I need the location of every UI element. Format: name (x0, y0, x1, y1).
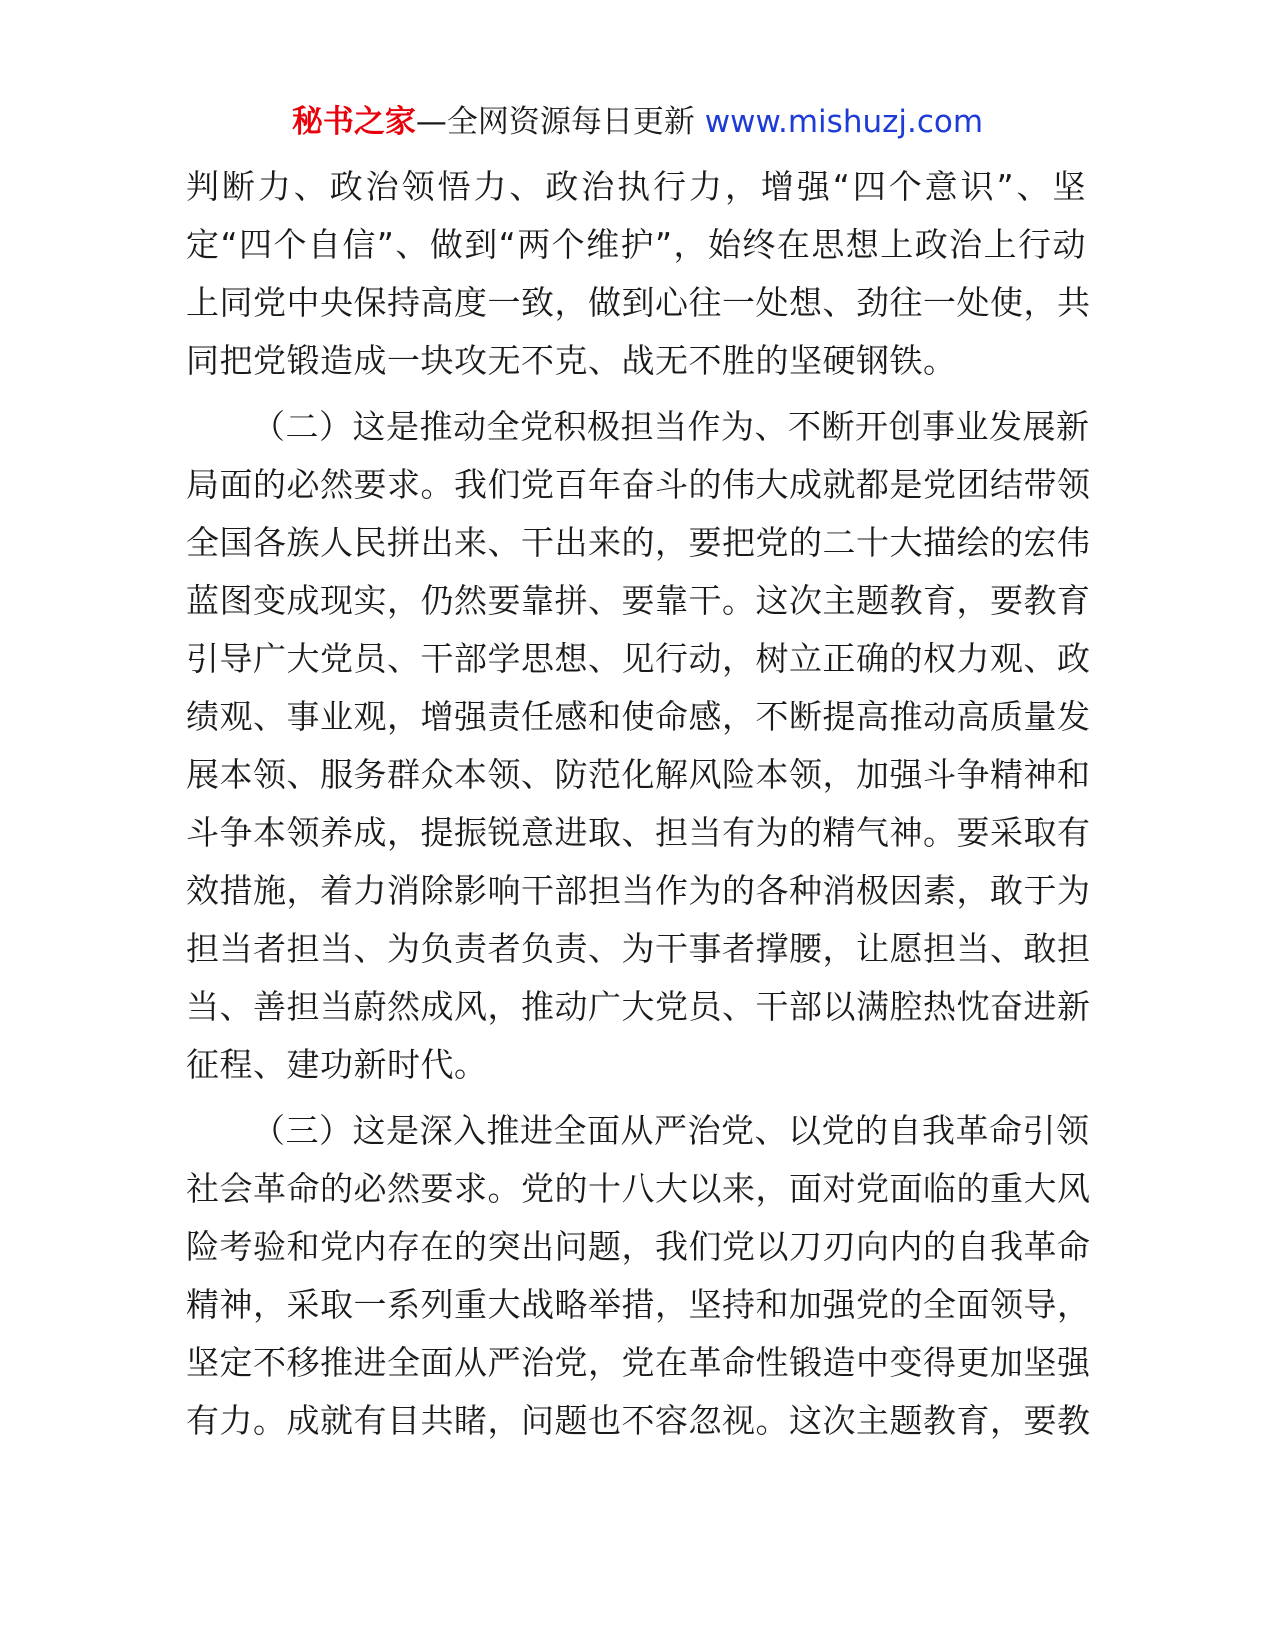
paragraph-continued (186, 158, 1091, 390)
text-line: 社会革命的必然要求。党的十八大以来，面对党面临的重大风 (186, 1169, 1091, 1208)
page-header (0, 102, 1275, 142)
text-line: 坚定不移推进全面从严治党，党在革命性锻造中变得更加坚强 (186, 1343, 1091, 1382)
brand-name: 秘书之家 (291, 104, 416, 140)
header-url-link[interactable]: www.mishuzj.com (704, 104, 984, 140)
text-line: 引导广大党员、干部学思想、见行动，树立正确的权力观、政 (186, 639, 1091, 678)
text-line: 当、善担当蔚然成风，推动广大党员、干部以满腔热忱奋进新 (186, 987, 1091, 1026)
text-line: 定“四个自信”、做到“两个维护”，始终在思想上政治上行动 (186, 225, 1086, 264)
text-line: 判断力、政治领悟力、政治执行力，增强“四个意识”、坚 (186, 167, 1086, 206)
text-line: 局面的必然要求。我们党百年奋斗的伟大成就都是党团结带领 (186, 465, 1091, 504)
header-tagline: —全网资源每日更新 (415, 104, 705, 140)
document-body (186, 158, 1091, 1458)
text-line: 展本领、服务群众本领、防范化解风险本领，加强斗争精神和 (186, 755, 1091, 794)
text-line: 精神，采取一系列重大战略举措，坚持和加强党的全面领导， (186, 1285, 1091, 1324)
paragraph-section-2 (186, 398, 1091, 1094)
paragraph-section-3 (186, 1102, 1091, 1450)
text-line: （二）这是推动全党积极担当作为、不断开创事业发展新 (252, 407, 1090, 446)
text-line: 担当者担当、为负责者负责、为干事者撑腰，让愿担当、敢担 (186, 929, 1091, 968)
text-line: 全国各族人民拼出来、干出来的，要把党的二十大描绘的宏伟 (186, 523, 1091, 562)
text-line: 征程、建功新时代。 (186, 1045, 488, 1084)
text-line: 蓝图变成现实，仍然要靠拼、要靠干。这次主题教育，要教育 (186, 581, 1091, 620)
text-line: 险考验和党内存在的突出问题，我们党以刀刃向内的自我革命 (186, 1227, 1091, 1266)
text-line: 效措施，着力消除影响干部担当作为的各种消极因素，敢于为 (186, 871, 1091, 910)
text-line: 同把党锻造成一块攻无不克、战无不胜的坚硬钢铁。 (186, 341, 957, 380)
text-line: 斗争本领养成，提振锐意进取、担当有为的精气神。要采取有 (186, 813, 1091, 852)
text-line: （三）这是深入推进全面从严治党、以党的自我革命引领 (252, 1111, 1090, 1150)
text-line: 绩观、事业观，增强责任感和使命感，不断提高推动高质量发 (186, 697, 1091, 736)
text-line: 有力。成就有目共睹，问题也不容忽视。这次主题教育，要教 (186, 1401, 1091, 1440)
text-line: 上同党中央保持高度一致，做到心往一处想、劲往一处使，共 (186, 283, 1091, 322)
